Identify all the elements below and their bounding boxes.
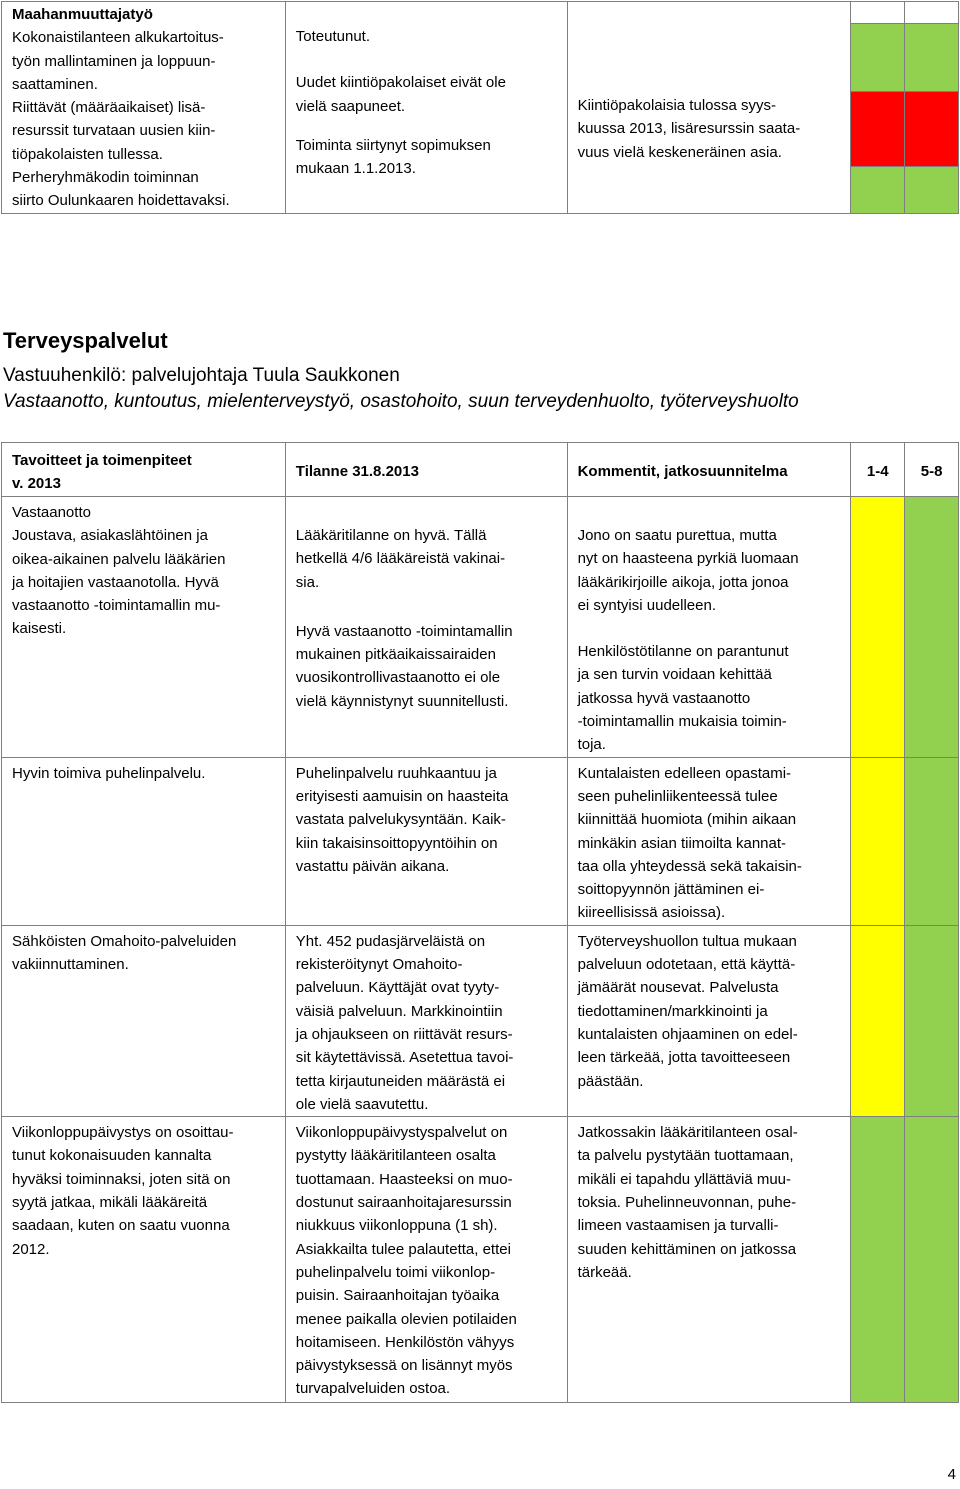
top-comment-text: [568, 2, 851, 164]
header-q2: [905, 443, 959, 497]
comment-line: Kuntalaisten edelleen opastami-: [577, 764, 792, 782]
comment-paragraph: [578, 640, 843, 756]
comment-line: Jatkossakin lääkäritilanteen osal-: [577, 1124, 798, 1142]
comment-line: seen puhelinliikenteessä tulee: [577, 787, 778, 805]
goal-line: 2012.: [12, 1240, 50, 1258]
status-cell: [285, 1117, 567, 1403]
top-q1-empty: [851, 2, 905, 24]
header-goals-line1: Tavoitteet ja toimenpiteet: [12, 452, 192, 469]
top-comment-line: kuussa 2013, lisäresurssin saata-: [577, 120, 801, 138]
top-comment-line: vuus vielä keskeneräinen asia.: [577, 143, 782, 161]
status-paragraph: [296, 930, 559, 1116]
subheading-vastaanotto: Vastaanotto: [12, 504, 91, 521]
status-line: sia.: [295, 573, 320, 591]
comment-line: limeen vastaamisen ja turvalli-: [577, 1217, 779, 1235]
comment-line: jatkossa hyvä vastaanotto: [577, 689, 751, 707]
goal-line: ja hoitajien vastaanotolla. Hyvä: [12, 573, 219, 591]
top-goal-paragraph: [12, 166, 277, 213]
goal-cell: [2, 925, 286, 1116]
comment-line: Jono on saatu purettua, mutta: [577, 527, 777, 544]
goal-line: tunut kokonaisuuden kannalta: [12, 1147, 212, 1165]
top-status-swatch-2-q1: [851, 92, 905, 166]
goal-line: hyväksi toiminnaksi, joten sitä on: [12, 1170, 231, 1188]
status-line: turvapalveluiden ostoa.: [295, 1380, 451, 1398]
comment-line: päästään.: [577, 1072, 644, 1090]
comment-line: suuden kehittäminen on jatkossa: [577, 1240, 797, 1258]
header-status: [285, 443, 567, 497]
service-areas: Vastaanotto, kuntoutus, mielenterveystyö, osastohoito, suun terveydenhuolto, työterveyshuolto: [3, 391, 799, 412]
status-line: hoitamiseen. Henkilöstön vähyys: [295, 1333, 515, 1351]
comment-line: jämäärät nousevat. Palvelusta: [577, 979, 779, 997]
comment-line: nyt on haasteena pyrkiä luomaan: [577, 550, 799, 568]
responsible-person: Vastuuhenkilö: palvelujohtaja Tuula Saukkonen: [3, 365, 400, 386]
status-line: tuottamaan. Haasteeksi on muo-: [295, 1170, 513, 1188]
status-line: väisiä palveluun. Markkinointiin: [295, 1002, 503, 1020]
goal-cell: [2, 497, 286, 758]
top-status-paragraph: [296, 25, 559, 48]
status-line: rekisteröitynyt Omahoito-: [295, 956, 463, 974]
status-line: tetta kirjautuneiden määrästä ei: [295, 1072, 506, 1090]
goal-line: vakiinnuttaminen.: [12, 956, 129, 974]
top-goal-line: siirto Oulunkaaren hoidettavaksi.: [12, 192, 230, 210]
status-line: mukainen pitkäaikaissairaiden: [295, 646, 496, 664]
comment-cell: [567, 497, 851, 758]
status-swatch-q2: [905, 1117, 959, 1403]
status-line: puhelinpalvelu toimi viikonlop-: [295, 1263, 496, 1281]
goal-line: Joustava, asiakaslähtöinen ja: [12, 527, 208, 545]
comment-line: kiireellisissä asioissa).: [577, 904, 726, 922]
status-line: Yht. 452 pudasjärveläistä on: [295, 932, 486, 950]
status-line: niukkuus viikonloppuna (1 sh).: [295, 1217, 498, 1235]
comment-line: ja sen turvin voidaan kehittää: [577, 666, 772, 684]
status-line: dostunut sairaanhoitajaresurssin: [295, 1194, 512, 1212]
comment-line: leen tärkeää, jotta tavoitteeseen: [577, 1049, 791, 1067]
comment-line: toja.: [577, 736, 606, 754]
top-status-line: vielä saapuneet.: [295, 97, 406, 115]
comment-cell: [567, 925, 851, 1116]
top-status-paragraph: [296, 134, 559, 181]
comment-paragraph: [578, 930, 843, 1093]
top-status-swatch-3-q1: [851, 166, 905, 213]
top-status-swatch-2-q2: [905, 92, 959, 166]
status-line: puisin. Sairaanhoitajan työaika: [295, 1287, 500, 1305]
comment-paragraph: [578, 762, 843, 925]
status-paragraph: [296, 620, 559, 713]
status-swatch-q1: [851, 925, 905, 1116]
comment-line: palveluun odotetaan, että käyttä-: [577, 956, 796, 974]
top-goal-line: saattaminen.: [12, 75, 98, 93]
status-line: vastata palvelukysyntään. Kaik-: [295, 811, 506, 829]
goal-line: oikea-aikainen palvelu lääkärien: [12, 550, 226, 568]
top-status-swatch-3-q2: [905, 166, 959, 213]
top-goals-text: [12, 26, 277, 212]
top-goal-line: Kokonaistilanteen alkukartoitus-: [12, 29, 224, 47]
status-swatch-q1: [851, 757, 905, 925]
status-line: pystytty lääkäritilanteen osalta: [295, 1147, 496, 1165]
top-status-swatch-1-q2: [905, 24, 959, 92]
status-swatch-q1: [851, 1117, 905, 1403]
header-status-label: Tilanne 31.8.2013: [295, 463, 419, 480]
goal-cell: [2, 1117, 286, 1403]
header-goals-line2: v. 2013: [12, 475, 61, 493]
status-line: kiin takaisinsoittopyyntöihin on: [295, 834, 498, 852]
top-goal-paragraph: [12, 96, 277, 166]
page-number: 4: [947, 1465, 956, 1483]
status-cell: [285, 925, 567, 1116]
status-line: vastattu päivän aikana.: [295, 857, 450, 875]
comment-line: ta palvelu pystytään tuottamaan,: [577, 1147, 794, 1165]
status-swatch-q2: [905, 757, 959, 925]
goal-line: Sähköisten Omahoito-palveluiden: [12, 932, 237, 950]
comment-cell: [567, 757, 851, 925]
comment-line: -toimintamallin mukaisia toimin-: [577, 713, 787, 731]
status-cell: [285, 757, 567, 925]
top-goal-line: tiöpakolaisten tullessa.: [12, 145, 163, 163]
goal-line: syytä jatkaa, mikäli lääkäreitä: [12, 1194, 208, 1212]
comment-paragraph: [578, 524, 843, 617]
status-line: vuosikontrollivastaanotto ei ole: [295, 669, 501, 687]
section-title: Terveyspalvelut: [3, 328, 168, 353]
main-table: [1, 442, 959, 1403]
status-line: ole vielä saavutettu.: [295, 1095, 429, 1113]
status-line: Lääkäritilanne on hyvä. Tällä: [295, 527, 487, 544]
top-goal-paragraph: [12, 26, 277, 96]
table-row: [2, 925, 959, 1116]
top-table: [1, 1, 959, 214]
top-section-title: Maahanmuuttajatyö: [12, 6, 153, 23]
goal-line: saadaan, kuten on saatu vuonna: [12, 1217, 230, 1235]
goal-line: Hyvin toimiva puhelinpalvelu.: [12, 764, 206, 782]
comment-line: Työterveyshuollon tultua mukaan: [577, 932, 797, 950]
top-status-line: mukaan 1.1.2013.: [295, 160, 416, 178]
status-paragraph: [296, 524, 559, 594]
comment-line: lääkärikirjoille aikoja, jotta jonoa: [577, 573, 789, 591]
status-line: erityisesti aamuisin on haasteita: [295, 787, 509, 805]
comment-line: minkäkin asian tiimoilta kannat-: [577, 834, 787, 852]
status-line: hetkellä 4/6 lääkäreistä vakinai-: [295, 550, 506, 568]
top-status-line: Toiminta siirtynyt sopimuksen: [295, 136, 491, 154]
status-swatch-q1: [851, 497, 905, 758]
comment-cell: [567, 1117, 851, 1403]
table-row: [2, 1117, 959, 1403]
status-line: palveluun. Käyttäjät ovat tyyty-: [295, 979, 500, 997]
comment-line: Henkilöstötilanne on parantunut: [577, 643, 789, 661]
status-paragraph: [296, 1121, 559, 1401]
top-comment-line: Kiintiöpakolaisia tulossa syys-: [577, 97, 776, 114]
comment-line: tärkeää.: [577, 1263, 632, 1281]
comment-line: tiedottaminen/markkinointi ja: [577, 1002, 768, 1020]
header-goals: [2, 443, 286, 497]
top-goals-cell: [2, 2, 286, 214]
comment-line: mikäli ei tapahdu yllättäviä muu-: [577, 1170, 792, 1188]
header-comments: [567, 443, 851, 497]
status-paragraph: [296, 762, 559, 878]
status-line: menee paikalla olevien potilaiden: [295, 1310, 517, 1328]
top-goal-line: työn mallintaminen ja loppuun-: [12, 52, 216, 70]
status-swatch-q2: [905, 925, 959, 1116]
top-comment-cell: [567, 2, 851, 214]
top-goal-line: resurssit turvataan uusien kiin-: [12, 122, 216, 140]
top-status-paragraph: [296, 71, 559, 118]
status-line: ja ohjaukseen on riittävät resurs-: [295, 1025, 513, 1043]
top-status-text: [286, 2, 567, 180]
status-line: Puhelinpalvelu ruuhkaantuu ja: [295, 764, 497, 782]
top-q2-empty: [905, 2, 959, 24]
comment-line: soittopyynnön jättäminen ei-: [577, 881, 765, 899]
comment-paragraph: [578, 1121, 843, 1284]
status-line: vielä käynnistynyt suunnitellusti.: [295, 692, 509, 710]
header-q2-label: 5-8: [920, 463, 943, 480]
top-goal-line: Perheryhmäkodin toiminnan: [12, 169, 199, 187]
status-line: Viikonloppupäivystyspalvelut on: [295, 1124, 508, 1142]
status-swatch-q2: [905, 497, 959, 758]
goal-line: Viikonloppupäivystys on osoittau-: [12, 1124, 234, 1142]
comment-line: taa olla yhteydessä sekä takaisin-: [577, 857, 802, 875]
status-cell: [285, 497, 567, 758]
header-comments-label: Kommentit, jatkosuunnitelma: [577, 463, 788, 480]
goal-line: vastaanotto -toimintamallin mu-: [12, 597, 221, 615]
status-line: päivystyksessä on lisännyt myös: [295, 1357, 513, 1375]
top-status-cell: [285, 2, 567, 214]
goal-line: kaisesti.: [12, 620, 67, 638]
top-goal-line: Riittävät (määräaikaiset) lisä-: [12, 99, 206, 117]
status-line: Hyvä vastaanotto -toimintamallin: [295, 622, 513, 640]
top-status-swatch-1-q1: [851, 24, 905, 92]
section-heading: [3, 327, 799, 415]
header-q1: [851, 443, 905, 497]
status-line: Asiakkailta tulee palautetta, ettei: [295, 1240, 511, 1258]
comment-line: kiinnittää huomiota (mihin aikaan: [577, 811, 797, 829]
comment-line: ei syntyisi uudelleen.: [577, 596, 716, 614]
table-row: [2, 757, 959, 925]
status-line: sit käytettävissä. Asetettua tavoi-: [295, 1049, 514, 1067]
comment-line: toksia. Puhelinneuvonnan, puhe-: [577, 1194, 797, 1212]
goal-cell: [2, 757, 286, 925]
top-status-line: Uudet kiintiöpakolaiset eivät ole: [295, 74, 506, 92]
comment-line: kuntalaisten ohjaaminen on edel-: [577, 1025, 798, 1043]
main-table-header: [2, 443, 959, 497]
header-q1-label: 1-4: [866, 463, 889, 480]
table-row: [2, 497, 959, 758]
top-status-line: Toteutunut.: [295, 28, 371, 45]
